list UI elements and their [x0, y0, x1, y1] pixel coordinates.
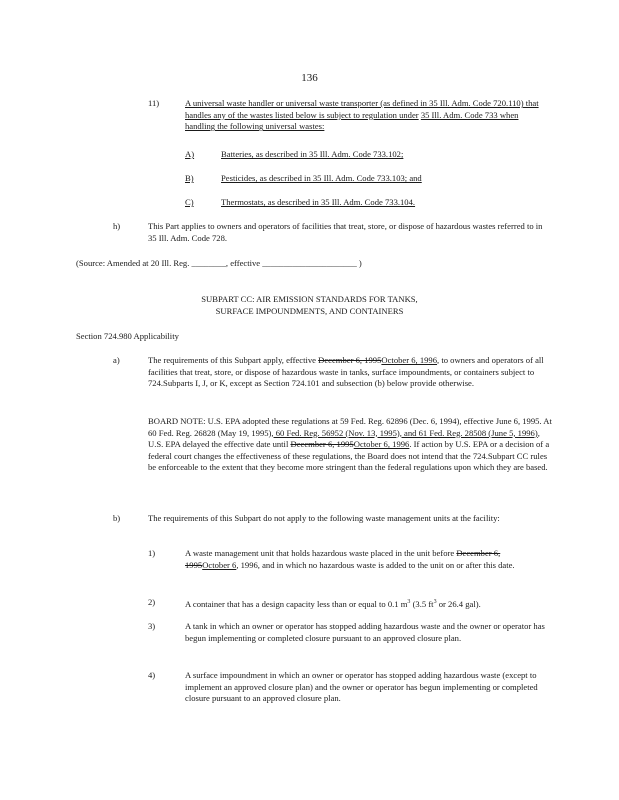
item-b2-text: A container that has a design capacity less than or equal to 0.1 $m^3$ (3.5 $ft^3$ or 26.4 gal). — [185, 598, 481, 609]
item-11-text — [185, 98, 545, 133]
item-b2-label: 2) — [148, 597, 156, 607]
item-b4-label: 4) — [148, 670, 156, 680]
item-a-inserted: October 6, 1996 — [381, 355, 438, 365]
item-b-text: The requirements of this Subpart do not apply to the following waste management units at the facility: — [148, 513, 500, 523]
board-note-struck: December 6, 1995 — [290, 439, 354, 450]
item-a-struck: December 6, 1995 — [318, 355, 382, 365]
item-11-label: 11) — [148, 98, 160, 108]
item-b3-label: 3) — [148, 621, 156, 631]
item-11-b-text: Pesticides, as described in 35 Ill. Adm. Code 733.103; and — [221, 173, 422, 183]
item-h-text: This Part applies to owners and operators of facilities that treat, store, or dispose of hazardous wastes referred to in 35 Ill. Adm. Code 728. — [148, 221, 543, 243]
item-b4-text: A surface impoundment in which an owner or operator has stopped adding hazardous waste (except to implement an approved closure plan) and the owner or operator has begun implementing or completed closure pursuant to an approved closure plan. — [185, 670, 538, 704]
board-note: BOARD NOTE: U.S. EPA adopted these regulations at 59 Fed. Reg. 62896 (Dec. 6, 1994), effective June 6, 1995. At 60 Fed. Reg. 26828 (May 19, 1995), 60 Fed. Reg. 56952 (Nov. 13, 1995), and 61 Fed. Reg. 28508 (June 5, 1996), U.S. EPA delayed the effective date until December 6, 1995October 6, 1996. If action by U.S. EPA or a decision of a federal court changes the effectiveness of these regulations, the Board does not intend that the 724.Subpart CC rules be enforceable to the extent that they become more stringent than the federal regulations upon which they are based. — [148, 416, 552, 473]
board-note-inserted-1: , 60 Fed. Reg. 56952 (Nov. 13, 1995), and 61 Fed. Reg. 28508 (June 5, 1996) — [271, 427, 538, 438]
section-heading: Section 724.980 Applicability — [76, 331, 179, 341]
item-11-underlined-2: 35 Ill. Adm. Code 733 when handling the following universal wastes: — [185, 109, 519, 132]
page-number: 136 — [301, 72, 318, 84]
item-11-underlined-1: A universal waste handler or universal waste transporter (as defined in 35 Ill. Adm. Code 720.110) that handles any of the wastes listed below is subject to regulation under — [185, 98, 539, 120]
item-a-text: The requirements of this Subpart apply, effective December 6, 1995October 6, 1996, to owners and operators of all facilities that treat, store, or dispose of hazardous waste in tanks, surface impoundments, or containers subject to 724.Subparts I, J, or K, except as Section 724.101 and subsection (b) below provide otherwise. — [148, 355, 544, 389]
item-11-b-label: B) — [185, 173, 194, 183]
item-b3-text: A tank in which an owner or operator has stopped adding hazardous waste and the owner or operator has begun implementing or completed closure pursuant to an approved closure plan. — [185, 621, 545, 643]
item-a-label: a) — [113, 355, 120, 365]
subpart-title-line2: SURFACE IMPOUNDMENTS, AND CONTAINERS — [215, 306, 404, 316]
source-note: (Source: Amended at 20 Ill. Reg. ________, effective ______________________ ) — [76, 258, 362, 268]
item-11-a-text: Batteries, as described in 35 Ill. Adm. Code 733.102; — [221, 149, 404, 159]
board-note-inserted-2: October 6, 1996 — [353, 439, 410, 450]
item-11-c-text: Thermostats, as described in 35 Ill. Adm. Code 733.104. — [221, 197, 416, 207]
subpart-title-line1: SUBPART CC: AIR EMISSION STANDARDS FOR TANKS, — [201, 294, 418, 304]
item-11-a-label: A) — [185, 149, 195, 159]
item-b-label: b) — [113, 513, 121, 523]
item-b1-label: 1) — [148, 548, 156, 558]
item-b1-text: A waste management unit that holds hazardous waste placed in the unit before December 6, 1995October 6, 1996, and in which no hazardous waste is added to the unit on or after this date. — [185, 548, 515, 570]
item-h-label: h) — [113, 221, 121, 231]
item-11-c-label: C) — [185, 197, 194, 207]
